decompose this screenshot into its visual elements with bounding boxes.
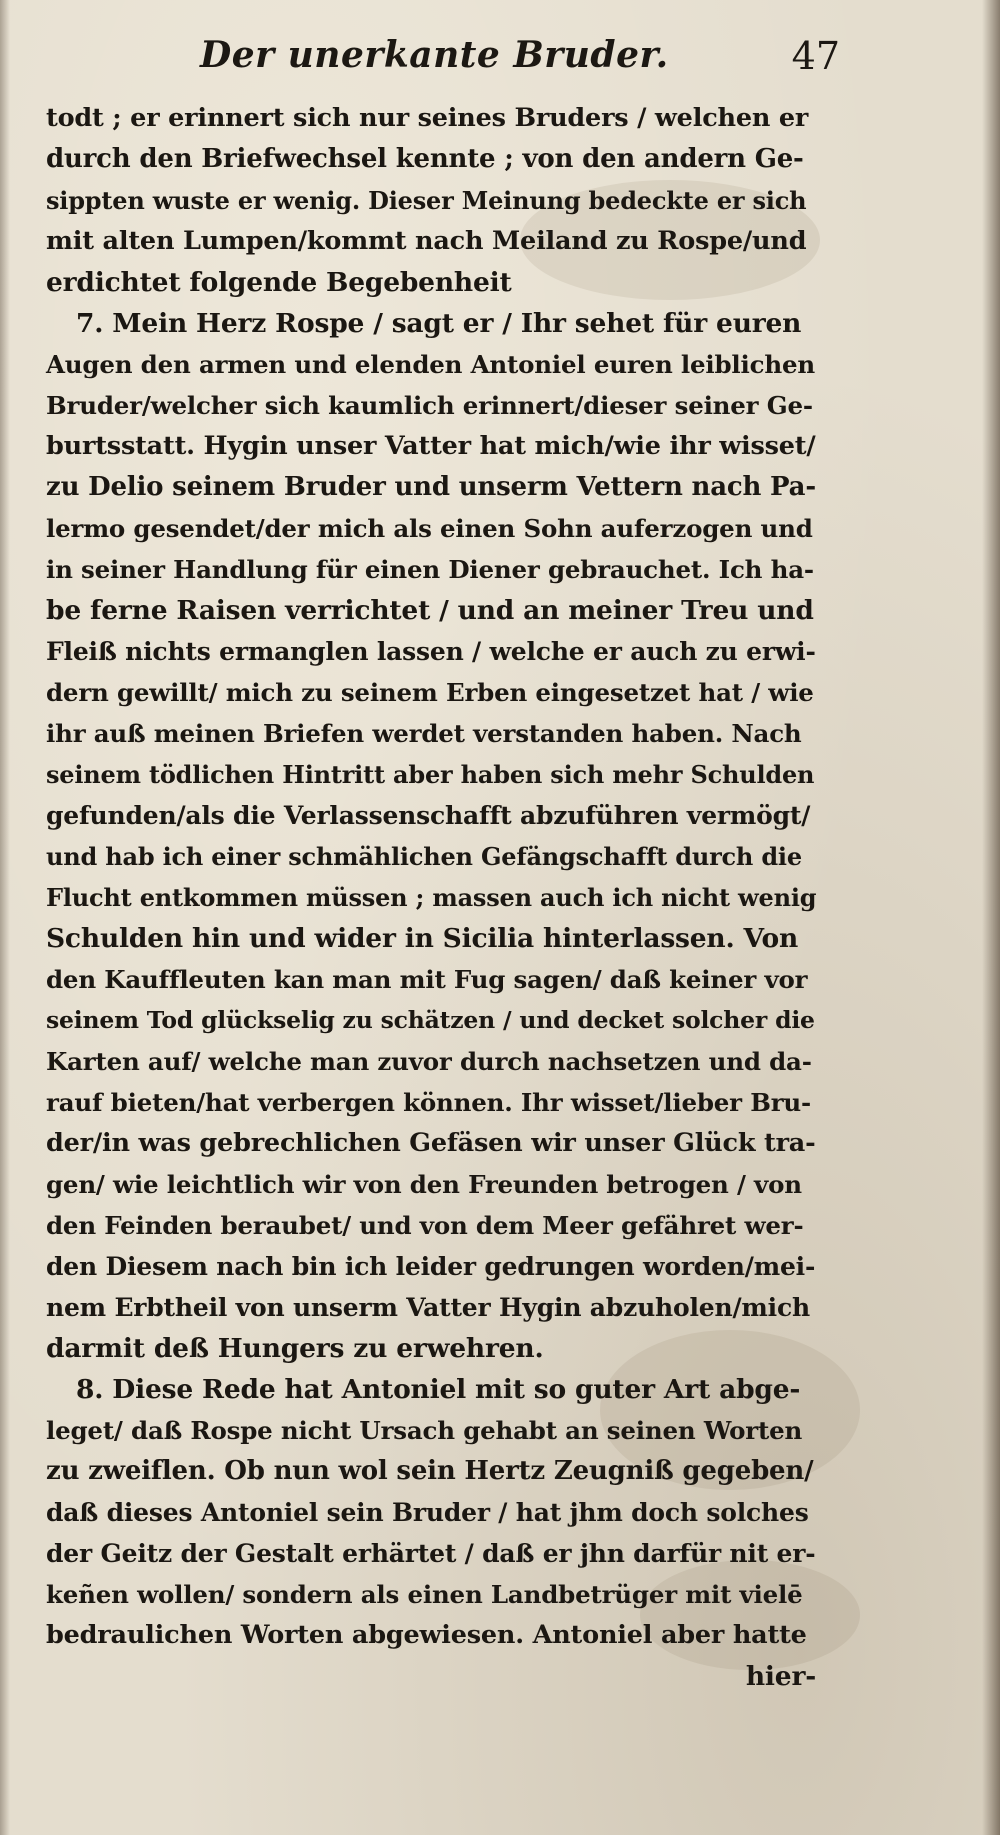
text-line: der Geitz der Gestalt erhärtet / daß er jhn darfür nit er- (46, 1539, 816, 1568)
text-line: Karten auf/ welche man zuvor durch nachsetzen und da- (46, 1047, 812, 1076)
page-number: 47 (791, 34, 840, 78)
text-line: leget/ daß Rospe nicht Ursach gehabt an seinen Worten (46, 1416, 803, 1445)
text-line: mit alten Lumpen/kommt nach Meiland zu Rospe/und (46, 226, 807, 256)
text-line: burtsstatt. Hygin unser Vatter hat mich/wie ihr wisset/ (46, 431, 816, 461)
page-shadow-right (982, 0, 1000, 1835)
text-line: durch den Briefwechsel kennte ; von den andern Ge- (46, 144, 804, 174)
text-line: der/in was gebrechlichen Gefäsen wir unser Glück tra- (46, 1128, 816, 1158)
text-line: zu zweiflen. Ob nun wol sein Hertz Zeugniß gegeben/ (46, 1456, 814, 1486)
catchword: hier- (745, 1661, 816, 1692)
paragraph-7-start: 7. Mein Herz Rospe / sagt er / Ihr sehet für euren (76, 308, 802, 339)
text-line: darmit deß Hungers zu erwehren. (46, 1333, 544, 1364)
page-shadow-left (0, 0, 10, 1835)
text-line: rauf bieten/hat verbergen können. Ihr wisset/lieber Bru- (46, 1088, 812, 1117)
text-line: Augen den armen und elenden Antoniel euren leiblichen (46, 350, 815, 379)
text-line: lermo gesendet/der mich als einen Sohn auferzogen und (46, 514, 813, 543)
text-line: gefunden/als die Verlassenschafft abzuführen vermögt/ (46, 801, 811, 830)
text-line: sippten wuste er wenig. Dieser Meinung bedeckte er sich (46, 186, 807, 215)
text-line: Fleiß nichts ermanglen lassen / welche er auch zu erwi- (46, 637, 816, 666)
running-head (200, 28, 840, 88)
text-line: bedraulichen Worten abgewiesen. Antoniel aber hatte (46, 1620, 807, 1650)
text-line: todt ; er erinnert sich nur seines Bruders / welchen er (46, 103, 809, 133)
text-line: ihr auß meinen Briefen werdet verstanden haben. Nach (46, 719, 802, 748)
running-title: Der unerkante Bruder. (200, 34, 669, 76)
text-line: und hab ich einer schmählichen Gefängschafft durch die (46, 842, 802, 871)
text-line: seinem tödlichen Hintritt aber haben sich mehr Schulden (46, 760, 815, 789)
text-line: Schulden hin und wider in Sicilia hinterlassen. Von (46, 923, 799, 954)
body-text (46, 98, 816, 1697)
paragraph-8-start: 8. Diese Rede hat Antoniel mit so guter Art abge- (76, 1374, 801, 1405)
text-line: be ferne Raisen verrichtet / und an meiner Treu und (46, 595, 814, 626)
text-line: Bruder/welcher sich kaumlich erinnert/dieser seiner Ge- (46, 391, 813, 420)
text-line: daß dieses Antoniel sein Bruder / hat jhm doch solches (46, 1498, 809, 1527)
text-line: gen/ wie leichtlich wir von den Freunden betrogen / von (46, 1170, 802, 1199)
text-line: dern gewillt/ mich zu seinem Erben eingesetzet hat / wie (46, 678, 814, 707)
text-line: erdichtet folgende Begebenheit (46, 267, 512, 298)
text-line: Flucht entkommen müssen ; massen auch ich nicht wenig (46, 883, 817, 912)
text-line: seinem Tod glückselig zu schätzen / und decket solcher die (46, 1006, 815, 1034)
text-line: den Diesem nach bin ich leider gedrungen worden/mei- (46, 1252, 816, 1281)
text-line: zu Delio seinem Bruder und unserm Vettern nach Pa- (46, 472, 816, 502)
text-line: keñen wollen/ sondern als einen Landbetrüger mit vielē (46, 1580, 803, 1609)
text-line: den Feinden beraubet/ und von dem Meer gefähret wer- (46, 1211, 804, 1240)
text-line: den Kauffleuten kan man mit Fug sagen/ daß keiner vor (46, 965, 808, 994)
text-line: in seiner Handlung für einen Diener gebrauchet. Ich ha- (46, 555, 814, 584)
text-line: nem Erbtheil von unserm Vatter Hygin abzuholen/mich (46, 1293, 810, 1322)
